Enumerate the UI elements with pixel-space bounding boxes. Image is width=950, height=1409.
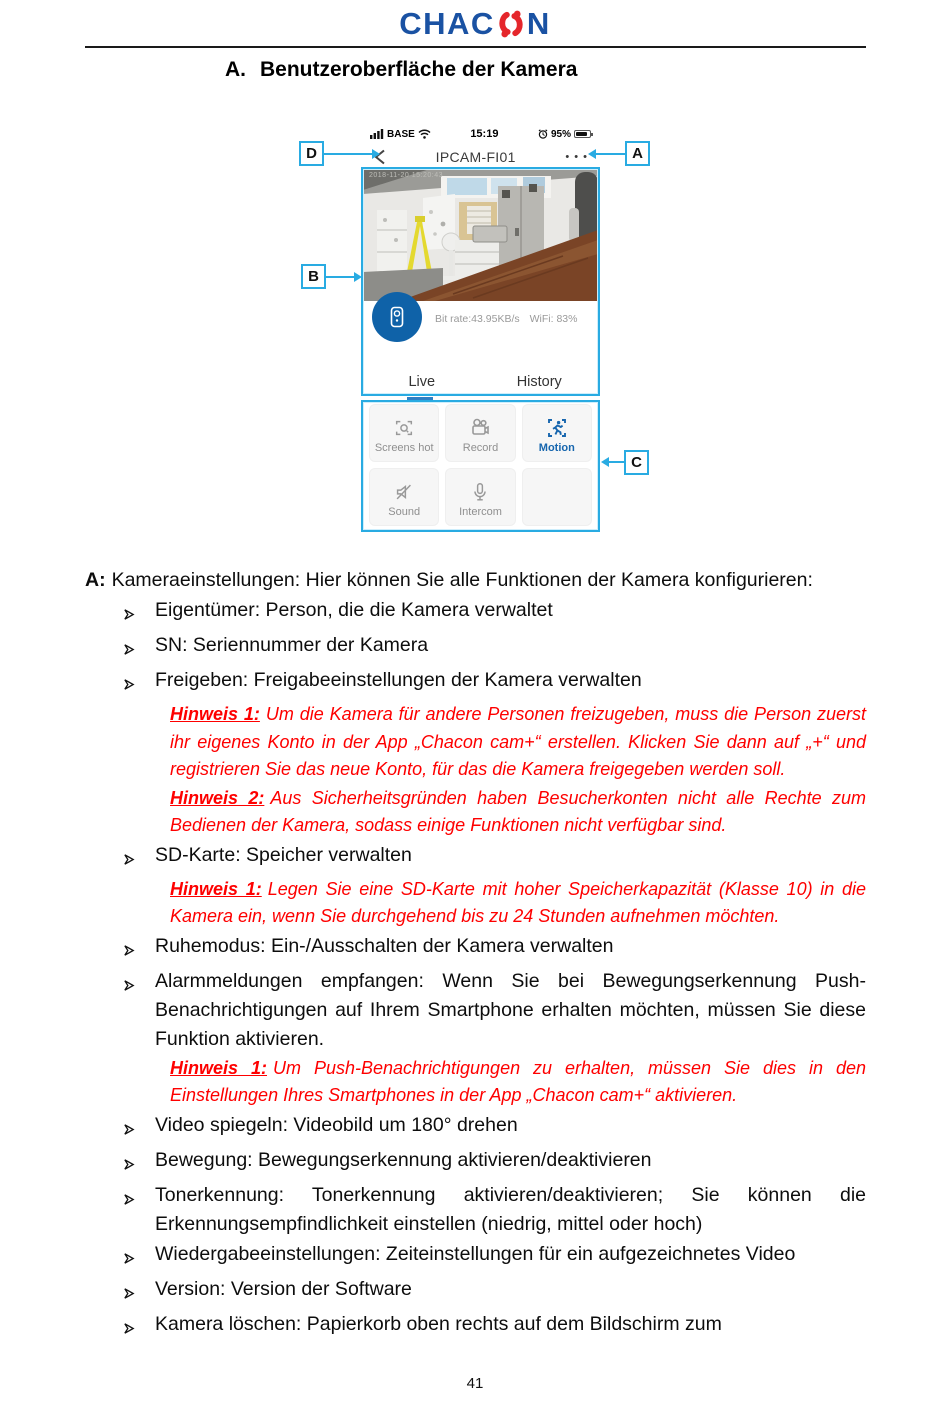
arrowhead-b bbox=[354, 272, 362, 282]
logo-text-right: N bbox=[526, 6, 551, 41]
record-icon bbox=[468, 416, 492, 440]
bullet-arrow-icon bbox=[123, 1275, 155, 1309]
arrowhead-a bbox=[588, 149, 596, 159]
intro-paragraph: A: Kameraeinstellungen: Hier können Sie alle Funktionen der Kamera konfigurieren: bbox=[85, 569, 813, 591]
annotation-arrow-d bbox=[324, 153, 374, 155]
camera-action-grid bbox=[369, 404, 592, 526]
bullet-arrow-icon bbox=[123, 1146, 155, 1180]
record-button[interactable] bbox=[445, 404, 515, 462]
bullet-arrow-icon bbox=[123, 1181, 155, 1239]
more-menu-icon[interactable]: • • • bbox=[565, 150, 588, 163]
note-paragraph: Hinweis 1: Um die Kamera für andere Personen freizugeben, muss die Person zuerst ihr eigenes Konto in der App „Chacon cam+“ erstellen. Klicken Sie dann auf „+“ und registrieren Sie das neue Konto, für das die Kamera freigegeben werden soll. bbox=[170, 704, 866, 779]
stream-stats bbox=[435, 313, 587, 325]
bullet-arrow-icon bbox=[123, 841, 155, 875]
screenshot-button[interactable] bbox=[369, 404, 439, 462]
document-body bbox=[85, 566, 866, 1344]
camera-info-panel bbox=[363, 301, 598, 395]
page-title-text: Benutzeroberfläche der Kamera bbox=[260, 58, 578, 81]
empty-action-slot bbox=[522, 468, 592, 526]
chacon-logo bbox=[0, 6, 950, 42]
battery-icon bbox=[574, 130, 591, 138]
bullet-arrow-icon bbox=[123, 932, 155, 966]
arrowhead-d bbox=[372, 149, 380, 159]
intercom-mic-icon bbox=[469, 480, 491, 504]
bullet-arrow-icon bbox=[123, 1310, 155, 1344]
motion-button[interactable] bbox=[522, 404, 592, 462]
intercom-label: Intercom bbox=[459, 505, 502, 518]
bullet-arrow-icon bbox=[123, 666, 155, 700]
chacon-logo-icon bbox=[496, 6, 526, 42]
sound-label: Sound bbox=[388, 505, 421, 518]
note-paragraph: Hinweis 2: Aus Sicherheitsgründen haben Besucherkonten nicht alle Rechte zum Bedienen der Kamera, sodass einige Funktionen nicht verfügbar sind. bbox=[170, 787, 866, 835]
annotation-label-b: B bbox=[301, 264, 326, 289]
nav-bar bbox=[363, 145, 598, 168]
screenshot-label: Screens hot bbox=[374, 441, 434, 454]
list-item: SD-Karte: Speicher verwalten bbox=[123, 841, 866, 875]
status-time: 15:19 bbox=[470, 128, 499, 140]
list-item: Ruhemodus: Ein-/Ausschalten der Kamera verwalten bbox=[123, 932, 866, 966]
motion-label: Motion bbox=[538, 441, 575, 454]
list-item: Kamera löschen: Papierkorb oben rechts auf dem Bildschirm zum bbox=[123, 1310, 866, 1344]
bullet-arrow-icon bbox=[123, 631, 155, 665]
video-timestamp: 2018-11-20 15:20:43 bbox=[369, 172, 443, 179]
bitrate-value: Bit rate:43.95KB/s bbox=[435, 313, 520, 325]
list-item: Freigeben: Freigabeeinstellungen der Kamera verwalten bbox=[123, 666, 866, 700]
bullet-arrow-icon bbox=[123, 967, 155, 1054]
arrowhead-c bbox=[601, 457, 609, 467]
camera-device-icon bbox=[383, 303, 411, 331]
note-paragraph: Hinweis 1: Um Push-Benachrichtigungen zu erhalten, müssen Sie dies in den Einstellungen Ihres Smartphones in der App „Chacon cam+“ aktivieren. bbox=[170, 1057, 866, 1105]
bullet-arrow-icon bbox=[123, 596, 155, 630]
list-item: Bewegung: Bewegungserkennung aktivieren/deaktivieren bbox=[123, 1146, 866, 1180]
tab-history[interactable]: History bbox=[516, 374, 562, 390]
phone-screenshot bbox=[363, 123, 598, 533]
sound-button[interactable] bbox=[369, 468, 439, 526]
list-item: Tonerkennung: Tonerkennung aktivieren/deaktivieren; Sie können die Erkennungsempfindlichkeit einstellen (niedrig, mittel oder hoch) bbox=[123, 1181, 866, 1239]
list-item: Eigentümer: Person, die die Kamera verwaltet bbox=[123, 596, 866, 630]
screenshot-icon bbox=[393, 416, 415, 440]
list-item: Version: Version der Software bbox=[123, 1275, 866, 1309]
status-bar bbox=[363, 123, 598, 145]
live-video-view[interactable] bbox=[363, 168, 598, 301]
note-paragraph: Hinweis 1: Legen Sie eine SD-Karte mit hoher Speicherkapazität (Klasse 10) in die Kamera ein, wenn Sie durchgehend bis zu 24 Stunden aufnehmen möchten. bbox=[170, 878, 866, 926]
camera-avatar bbox=[372, 292, 422, 342]
annotation-arrow-a bbox=[592, 153, 625, 155]
list-item: Video spiegeln: Videobild um 180° drehen bbox=[123, 1111, 866, 1145]
annotation-label-a: A bbox=[625, 141, 650, 166]
list-item: Wiedergabeeinstellungen: Zeiteinstellungen für ein aufgezeichnetes Video bbox=[123, 1240, 866, 1274]
alarm-clock-icon bbox=[538, 129, 548, 139]
camera-title: IPCAM-FI01 bbox=[435, 148, 516, 165]
record-label: Record bbox=[462, 441, 499, 454]
motion-icon bbox=[545, 416, 569, 440]
page-title-lead: A. bbox=[225, 58, 246, 81]
bullet-arrow-icon bbox=[123, 1240, 155, 1274]
logo-text-left: CHAC bbox=[399, 6, 495, 41]
annotation-label-c: C bbox=[624, 450, 649, 475]
header-divider bbox=[85, 46, 866, 48]
wifi-strength-value: WiFi: 83% bbox=[529, 313, 578, 325]
battery-percent: 95% bbox=[550, 128, 571, 140]
bullet-arrow-icon bbox=[123, 1111, 155, 1145]
carrier-label: BASE bbox=[387, 128, 415, 140]
annotation-label-d: D bbox=[299, 141, 324, 166]
signal-bars-icon bbox=[370, 129, 384, 139]
tab-live[interactable]: Live bbox=[408, 374, 436, 390]
page-title bbox=[225, 58, 577, 82]
active-tab-indicator bbox=[407, 397, 433, 400]
page-number: 41 bbox=[466, 1375, 484, 1392]
list-item: Alarmmeldungen empfangen: Wenn Sie bei Bewegungserkennung Push-Benachrichtigungen auf Ihrem Smartphone erhalten möchten, müssen Sie diese Funktion aktivieren. bbox=[123, 967, 866, 1054]
intercom-button[interactable] bbox=[445, 468, 515, 526]
wifi-icon bbox=[418, 129, 431, 139]
sound-muted-icon bbox=[393, 480, 415, 504]
list-item: SN: Seriennummer der Kamera bbox=[123, 631, 866, 665]
